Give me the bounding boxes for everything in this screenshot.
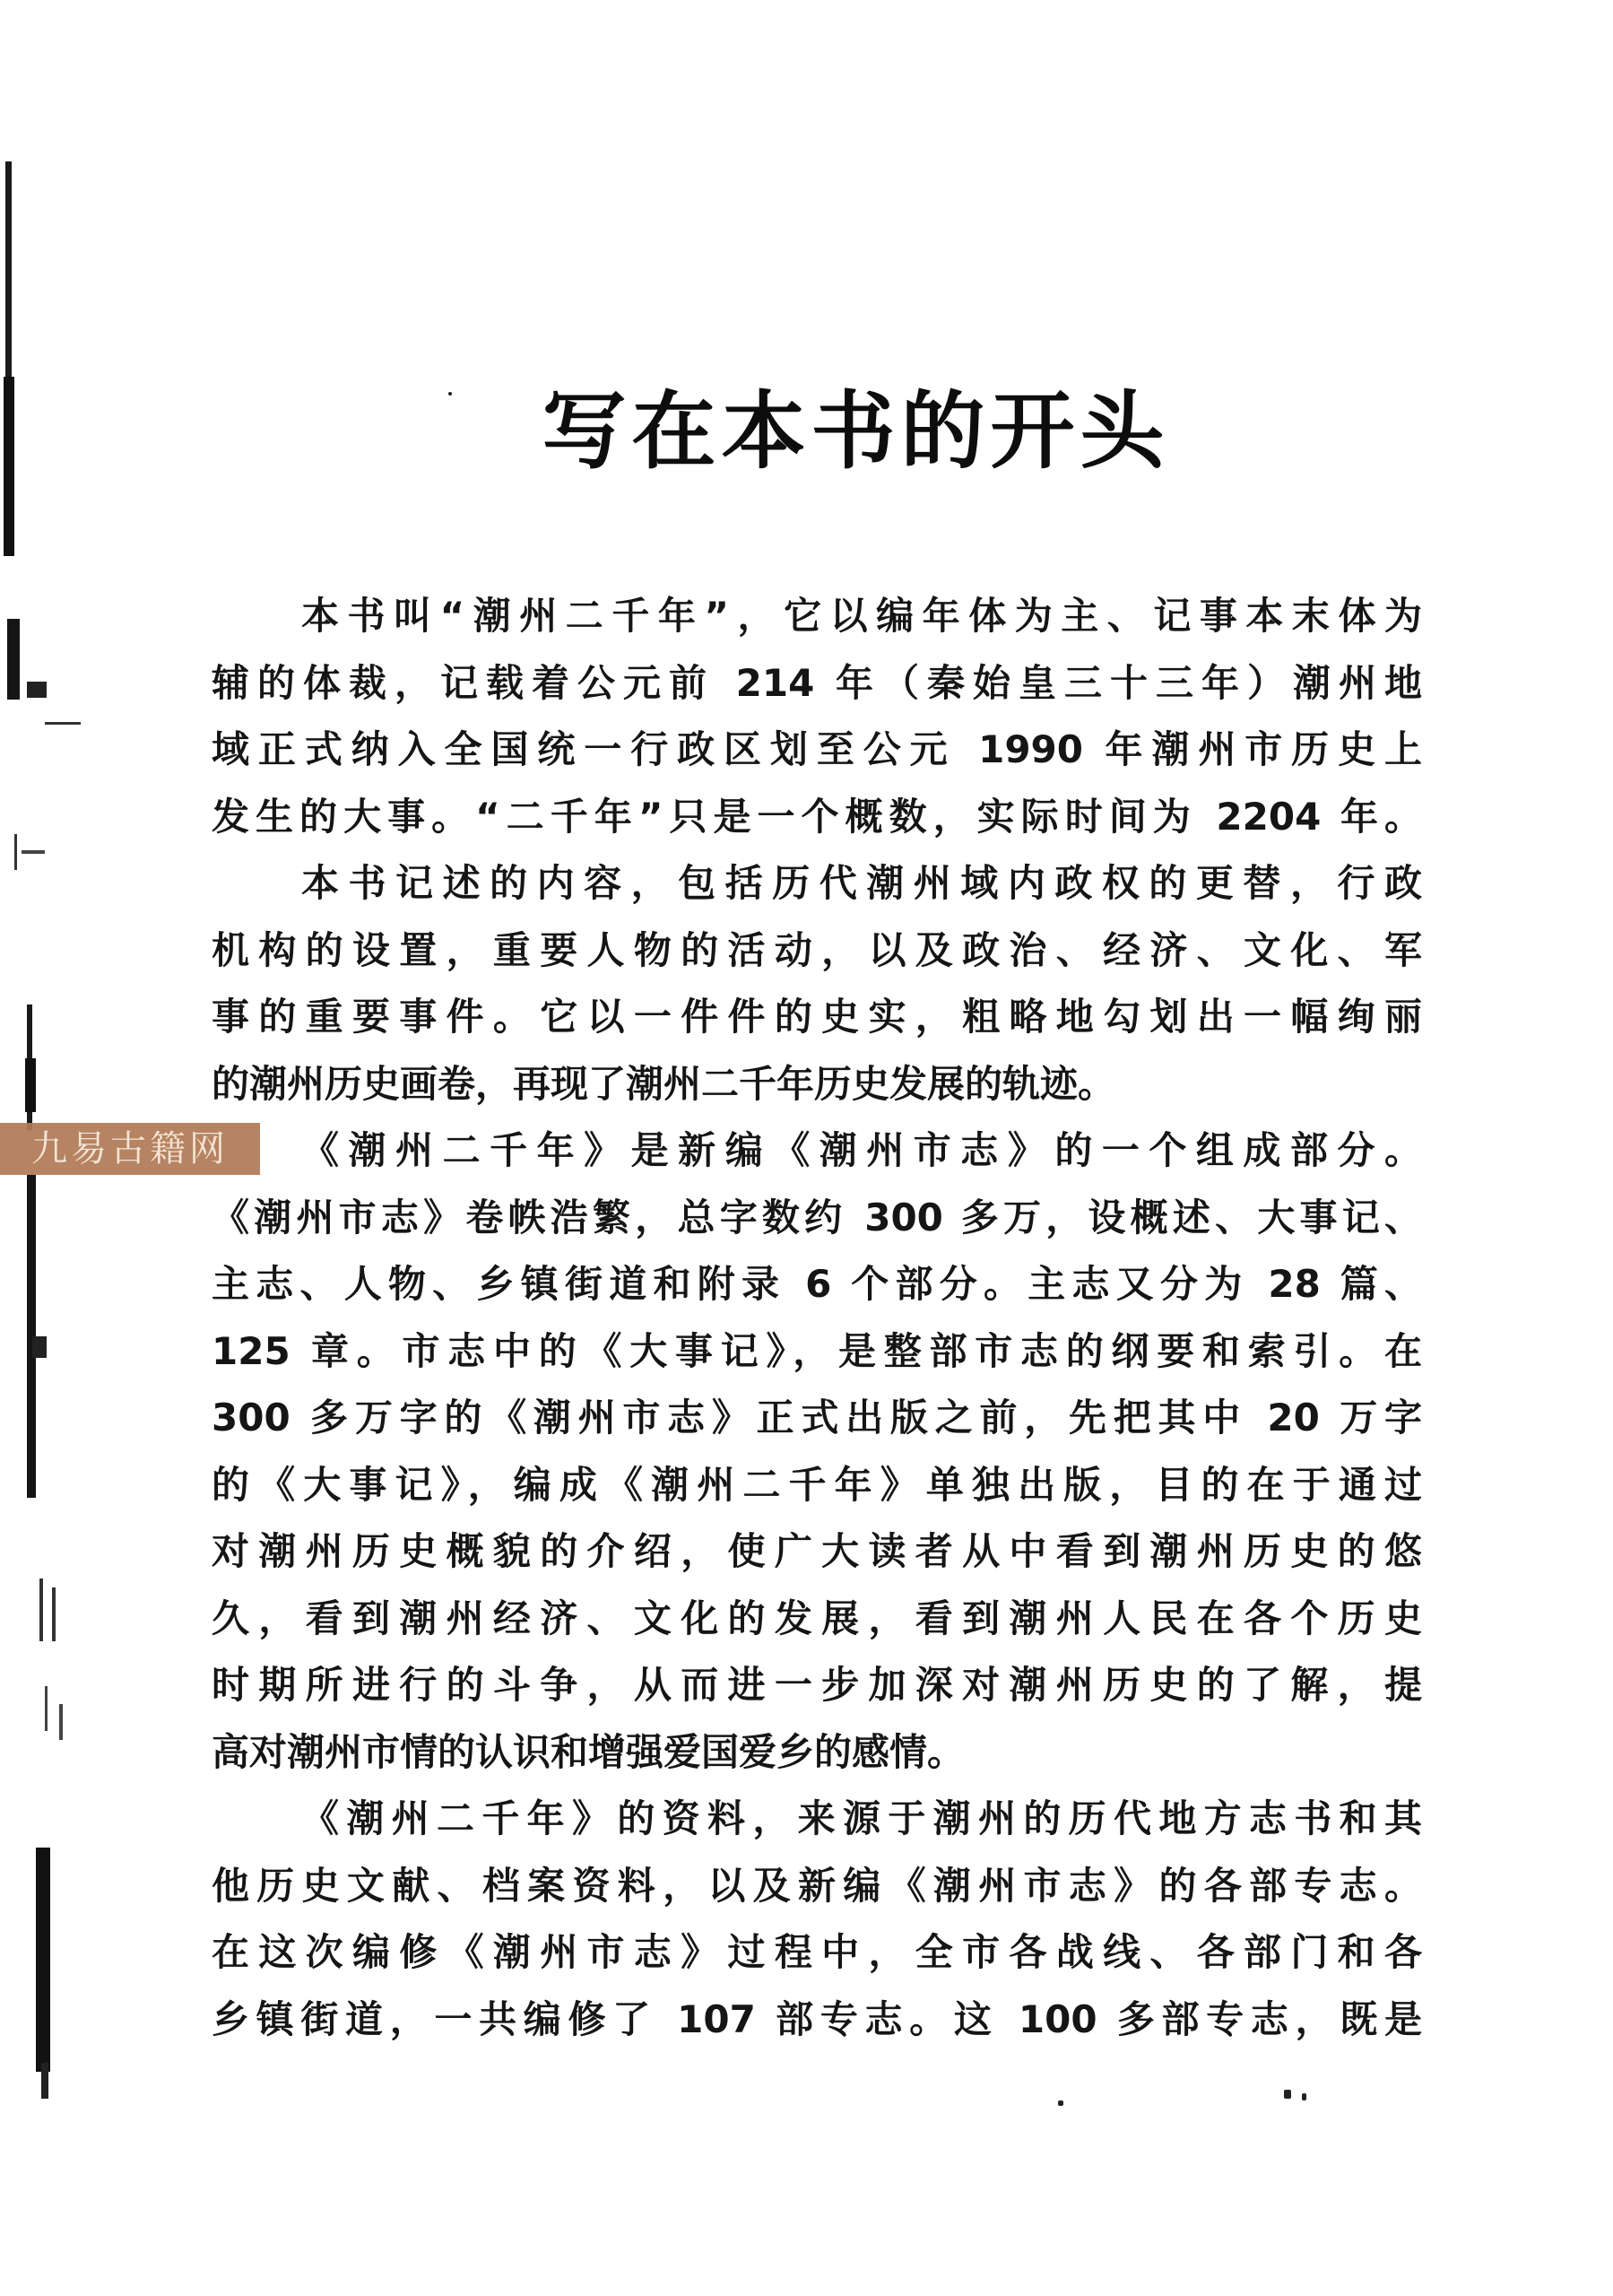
text-line: 300 多万字的《潮州市志》正式出版之前，先把其中 20 万字 [212, 1396, 1422, 1439]
watermark-logo: 九易古籍网 [0, 1123, 260, 1175]
text-line: 域正式纳入全国统一行政区划至公元 1990 年潮州市历史上 [212, 727, 1422, 771]
text-line: 高对潮州市情的认识和增强爱国爱乡的感情。 [212, 1729, 966, 1774]
paragraph-2 [212, 850, 1422, 1118]
text-line: 主志、人物、乡镇街道和附录 6 个部分。主志又分为 28 篇、 [212, 1262, 1422, 1306]
text-line: 本书叫“潮州二千年”，它以编年体为主、记事本末体为 [301, 594, 1422, 638]
text-line: 辅的体裁，记载着公元前 214 年（秦始皇三十三年）潮州地 [212, 660, 1422, 705]
text-line: 《潮州市志》卷帙浩繁，总字数约 300 多万，设概述、大事记、 [212, 1195, 1422, 1239]
paragraph-1 [212, 583, 1422, 850]
scan-speck [1302, 2093, 1306, 2100]
paragraph-3 [212, 1118, 1422, 1786]
body-text [212, 583, 1422, 2053]
text-line: 他历史文献、档案资料，以及新编《潮州市志》的各部专志。 [212, 1863, 1422, 1908]
paragraph-4 [212, 1786, 1422, 2053]
text-line: 久，看到潮州经济、文化的发展，看到潮州人民在各个历史 [212, 1596, 1422, 1640]
text-line: 《潮州二千年》的资料，来源于潮州的历代地方志书和其 [301, 1796, 1422, 1840]
page-title: 写在本书的开头 [542, 382, 1170, 481]
scan-speck [1058, 2100, 1063, 2106]
scan-speck [1284, 2090, 1291, 2099]
text-line: 时期所进行的斗争，从而进一步加深对潮州历史的了解，提 [212, 1663, 1422, 1707]
text-line: 乡镇街道，一共编修了 107 部专志。这 100 多部专志，既是 [212, 1996, 1422, 2041]
text-line: 的潮州历史画卷，再现了潮州二千年历史发展的轨迹。 [212, 1061, 1116, 1106]
text-line: 125 章。市志中的《大事记》，是整部市志的纲要和索引。在 [212, 1328, 1422, 1373]
text-line: 事的重要事件。它以一件件的史实，粗略地勾划出一幅绚丽 [212, 995, 1422, 1039]
text-line: 机构的设置，重要人物的活动，以及政治、经济、文化、军 [212, 927, 1422, 972]
text-line: 在这次编修《潮州市志》过程中，全市各战线、各部门和各 [212, 1930, 1422, 1974]
scan-speck [448, 392, 452, 396]
text-line: 《潮州二千年》是新编《潮州市志》的一个组成部分。 [301, 1128, 1422, 1172]
text-line: 对潮州历史概貌的介绍，使广大读者从中看到潮州历史的悠 [212, 1529, 1422, 1573]
text-line: 发生的大事。“二千年”只是一个概数，实际时间为 2204 年。 [212, 794, 1422, 839]
text-line: 本书记述的内容，包括历代潮州域内政权的更替，行政 [301, 861, 1422, 905]
text-line: 的《大事记》，编成《潮州二千年》单独出版，目的在于通过 [212, 1462, 1422, 1507]
